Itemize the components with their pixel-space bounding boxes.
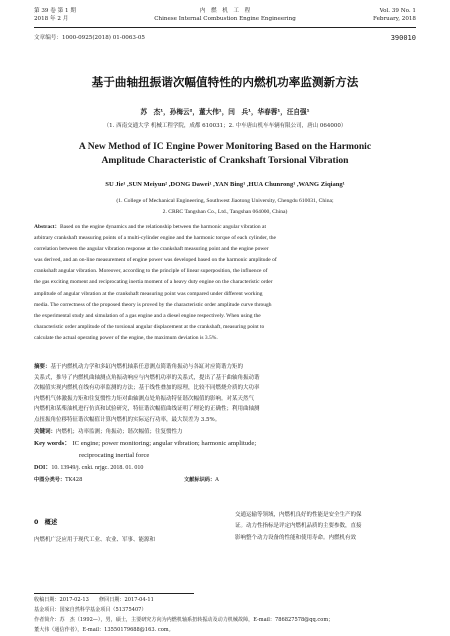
affiliation-en-line: (1. College of Mechanical Engineering, Southwest Jiaotong University, Chengdu 610031, China; — [116, 198, 334, 204]
classification — [34, 475, 416, 486]
intro-left-column — [34, 535, 219, 546]
keywords-en-value: IC engine; power monitoring; angular vibration; harmonic amplitude; — [72, 440, 257, 448]
keywords-cn-label: 关键词： — [34, 428, 57, 435]
abstract-en-line: calculate the actual operating power of the engine, the maximum deviation is 3.5%. — [34, 334, 218, 341]
abstract-cn-line: 基于内燃机动力学和多缸内燃机轴系任意测点简谐角振动与各缸对应简谐力矩的 — [50, 364, 244, 370]
abstract-en-line: the gas exciting moment and reciprocating inertia moment of a heavy duty engine on the characteristic order — [34, 279, 273, 286]
abstract-en-label: Abstract： — [34, 224, 60, 230]
footnote-received: 收稿日期：2017-02-13 修回日期：2017-04-11 — [34, 597, 154, 603]
affiliation-en-line: 2. CRRC Tangshan Co., Ltd., Tangshan 064000, China) — [162, 208, 288, 215]
intro-right-column — [235, 510, 416, 544]
affiliations-cn: （1. 西南交通大学 机械工程学院，成都 610031；2. 中车唐山机车车辆有限公司，唐山 064000） — [103, 123, 347, 129]
abstract-cn-block — [34, 362, 416, 485]
abstract-cn-label: 摘要： — [34, 364, 51, 370]
title-en-line: Amplitude Characteristic of Crankshaft Torsional Vibration — [101, 155, 349, 166]
doi-label: DOI： — [34, 465, 52, 472]
doc-code-value: A — [215, 476, 219, 483]
keywords-cn — [34, 427, 416, 438]
abstract-en-line: arbitrary crankshaft measuring points of a multi-cylinder engine and the harmonic torque of each cylinder, the — [34, 235, 276, 242]
doc-code-label: 文献标识码： — [184, 476, 216, 483]
header-volume-cn: 第 39 卷 第 1 期 — [34, 8, 76, 14]
footnotes — [34, 595, 416, 635]
section-heading: 0 概述 — [34, 519, 58, 526]
abstract-cn — [34, 362, 416, 426]
abstract-en — [34, 222, 416, 344]
article-id: 文章编号：1000-0925(2018) 01-0063-05 — [34, 35, 145, 41]
footnote-corresponding: 董大伟（通信作者），E-mail：13550179688@163. com。 — [34, 627, 174, 634]
clc-value: TK428 — [65, 476, 83, 483]
abstract-en-line: the experimental study and simulation of a gas engine and a diesel engine respectively. When using the — [34, 312, 261, 319]
doi-value: 10. 13949/j. cnki. nrjgc. 2018. 01. 010 — [51, 465, 144, 472]
intro-right-line: 影响整个动力设备的性能和使用寿命。内燃机有效 — [235, 534, 357, 541]
abstract-cn-line: 点扭振角位移特征谐次幅值计算内燃机的实际运行功率，最大误差为 3.5%。 — [34, 416, 221, 423]
clc-label: 中图分类号： — [34, 476, 66, 483]
keywords-en — [34, 438, 416, 462]
abstract-cn-line: 次幅值实现内燃机在线有功率监测的方法；基于线性叠加的原理，比较不同燃烧介质的大功率 — [34, 385, 260, 392]
affiliations-en — [40, 196, 410, 217]
abstract-en-line: amplitude of angular vibration at the crankshaft measuring point was compared under different working — [34, 290, 263, 297]
article-code: 390010 — [390, 34, 416, 42]
header-journal — [34, 7, 416, 23]
intro-left-line: 内燃机广泛应用于现代工业、农业、军事、能源和 — [34, 537, 156, 543]
title-en-line: A New Method of IC Engine Power Monitoring Based on the Harmonic — [78, 141, 372, 152]
intro-right-line: 证。动力性指标是评定内燃机品质的主要参数，直接 — [235, 523, 362, 530]
running-header — [34, 7, 416, 33]
abstract-cn-line: 内燃机气体激振力矩和往复惯性力矩对曲轴测点处角振动特征谐次幅值的影响。对某天然气 — [34, 395, 255, 402]
abstract-cn-line: 内燃机和某柴油机进行仿真和试验研究，特征谐次幅值曲线证明了理论的正确性；利用曲轴测 — [34, 406, 260, 413]
abstract-en-line: Based on the engine dynamics and the relationship between the harmonic angular vibration at — [59, 224, 267, 230]
header-volume-en: Vol. 39 No. 1 — [379, 8, 416, 14]
footnote-bio: 作者简介：苏 杰（1992—），男，硕士，主要研究方向为内燃机轴系扭转振动及动力机械故障，E-mail：786827578@qq.com； — [34, 617, 334, 624]
footnote-divider — [34, 593, 194, 594]
keywords-en-value: reciprocating inertial force — [79, 452, 150, 460]
header-journal-cn: 内 燃 机 工 程 — [199, 8, 251, 14]
authors-cn: 苏 杰¹，孙梅云²，董大伟¹，闫 兵¹，华春蓉¹，汪自强¹ — [140, 108, 310, 116]
header-divider — [34, 27, 416, 28]
keywords-cn-value: 内燃机；功率监测；角振动；谐次幅值；往复惯性力 — [56, 428, 183, 435]
header-date-cn: 2018 年 2 月 — [34, 16, 69, 22]
article-meta — [34, 33, 416, 43]
header-date-en: February, 2018 — [373, 16, 416, 22]
abstract-en-line: characteristic order amplitude of the torsional angular displacement at the crankshaft, measuring point to — [34, 323, 265, 330]
abstract-en-line: was derived, and an on-line measurement of engine power was developed based on the harmonic amplitude of — [34, 257, 277, 264]
abstract-en-line: media. The correctness of the proposed theory is proved by the characteristic order amplitude curve through — [34, 301, 272, 308]
authors-en: SU Jie¹ ,SUN Meiyun² ,DONG Dawei¹ ,YAN Bing¹ ,HUA Chunrong¹ ,WANG Ziqiang¹ — [105, 181, 345, 188]
doi — [34, 463, 416, 474]
abstract-cn-line: 关系式，推导了内燃机曲轴测点角振动响应与内燃机功率的关系式，提出了基于曲轴角振动谐 — [34, 374, 260, 381]
title-cn: 基于曲轴扭振谐次幅值特性的内燃机功率监测新方法 — [91, 75, 359, 89]
header-journal-en: Chinese Internal Combustion Engine Engineering — [154, 16, 296, 22]
header-issue-en — [373, 7, 416, 23]
title-en — [30, 140, 420, 168]
abstract-en-line: correlation between the angular vibration response at the crankshaft measuring point and the engine power — [34, 246, 269, 253]
intro-right-line: 交通运输等领域，内燃机良好的性能是安全生产的保 — [235, 512, 362, 518]
keywords-en-label: Key words： — [34, 440, 71, 448]
abstract-en-line: crankshaft angular vibration. Moreover, according to the principle of linear superposition, the influence of — [34, 268, 268, 275]
footnote-fund: 基金项目：国家自然科学基金项目（51375407） — [34, 607, 147, 614]
